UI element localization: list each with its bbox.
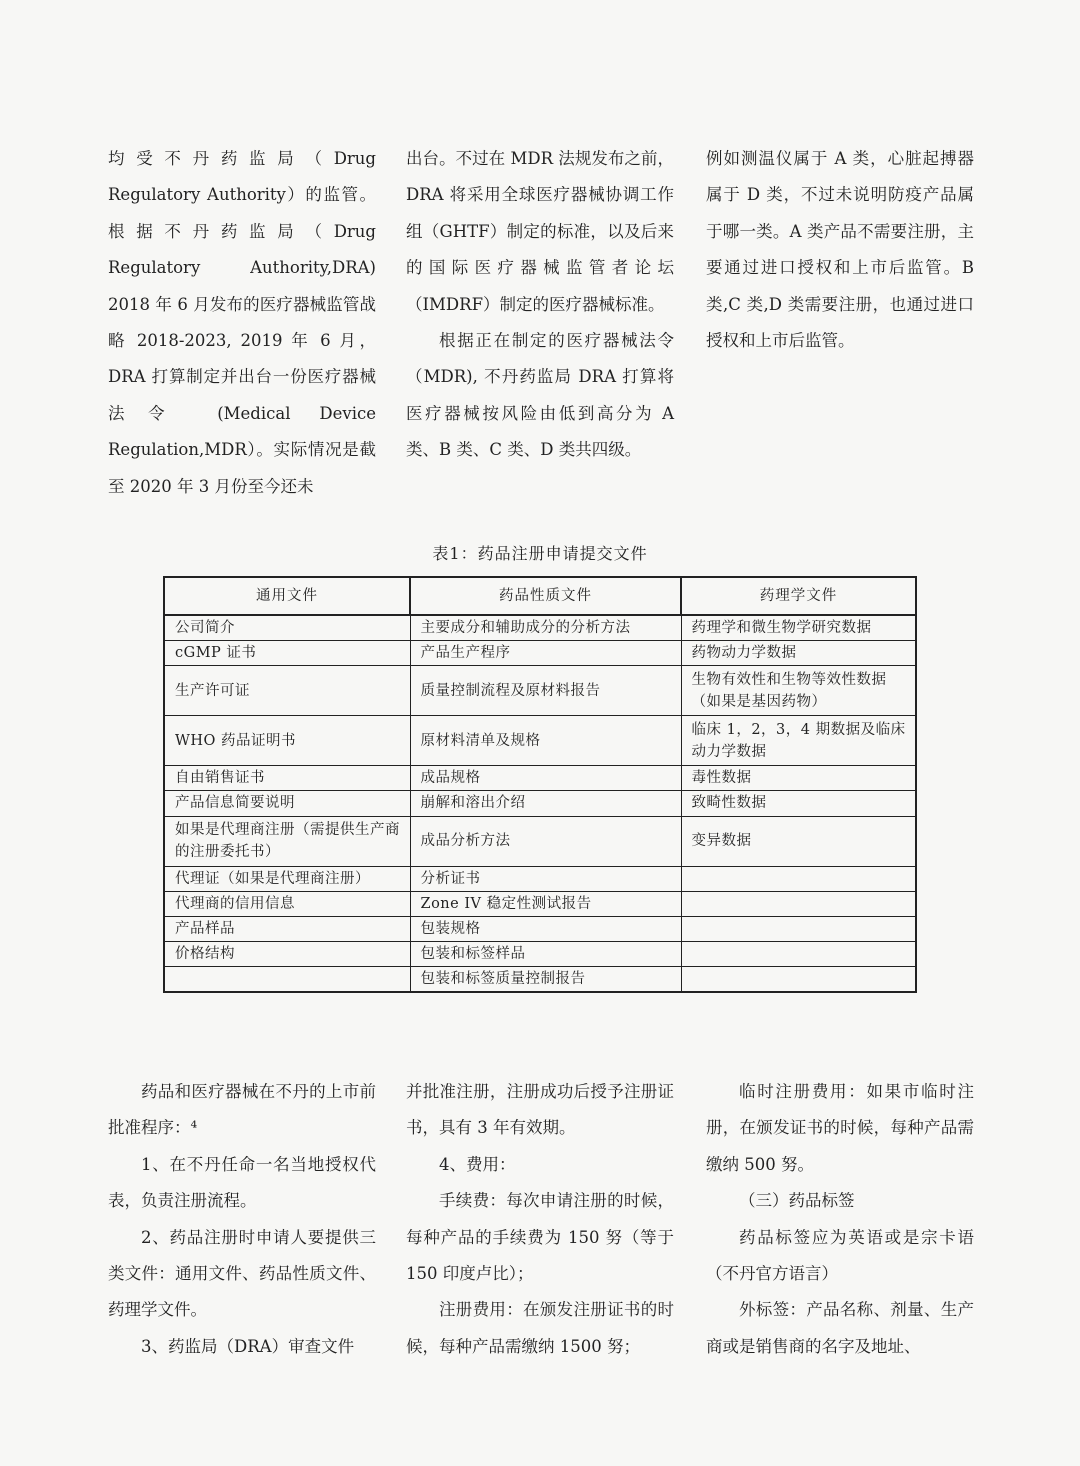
paragraph: 3、药监局（DRA）审查文件	[141, 1336, 355, 1356]
table-cell: 毒性数据	[681, 766, 916, 791]
table-cell: 包装和标签样品	[410, 942, 681, 967]
table-cell: 代理证（如果是代理商注册）	[164, 866, 410, 891]
table-row	[164, 766, 916, 791]
table-cell: WHO 药品证明书	[164, 716, 410, 766]
table-cell: 产品生产程序	[410, 641, 681, 666]
table-cell: 药物动力学数据	[681, 641, 916, 666]
table-row	[164, 891, 916, 916]
table-row	[164, 816, 916, 866]
top-column-1	[108, 141, 376, 505]
table-row	[164, 666, 916, 716]
table-cell	[681, 866, 916, 891]
table-row	[164, 967, 916, 993]
column-header: 药品性质文件	[410, 577, 681, 615]
paragraph: 2、药品注册时申请人要提供三类文件：通用文件、药品性质文件、药理学文件。	[108, 1227, 376, 1320]
paragraph: 外标签：产品名称、剂量、生产商或是销售商的名字及地址、	[706, 1300, 974, 1356]
top-column-3	[706, 141, 974, 359]
paragraph: 手续费：每次申请注册的时候，每种产品的手续费为 150 努（等于 150 印度卢比）；	[406, 1191, 674, 1284]
table-cell: 生产许可证	[164, 666, 410, 716]
table-row	[164, 866, 916, 891]
table-cell	[681, 967, 916, 993]
table-caption: 表1：药品注册申请提交文件	[432, 544, 648, 563]
table-cell: 产品样品	[164, 916, 410, 941]
paragraph: 药品和医疗器械在不丹的上市前批准程序：⁴	[108, 1082, 376, 1138]
table-header-row	[164, 577, 916, 615]
table-cell: 原材料清单及规格	[410, 716, 681, 766]
table-cell: 产品信息简要说明	[164, 791, 410, 816]
bottom-column-2	[406, 1074, 674, 1365]
paragraph: 出台。不过在 MDR 法规发布之前，DRA 将采用全球医疗器械协调工作组（GHTF）制定的标准，以及后来的国际医疗器械监管者论坛（IMDRF）制定的医疗器械标准。	[406, 149, 674, 314]
table-row	[164, 791, 916, 816]
table-cell	[681, 891, 916, 916]
paragraph: 4、费用：	[439, 1154, 516, 1174]
table-row	[164, 641, 916, 666]
paragraph: 例如测温仪属于 A 类，心脏起搏器属于 D 类，不过未说明防疫产品属于哪一类。A 类产品不需要注册，主要通过进口授权和上市后监管。B 类,C 类,D 类需要注册，也通过进口授权和上市后监管。	[706, 149, 974, 351]
table-cell	[681, 942, 916, 967]
table-cell	[164, 967, 410, 993]
table-cell: 崩解和溶出介绍	[410, 791, 681, 816]
table-cell: 分析证书	[410, 866, 681, 891]
documents-table	[163, 576, 917, 993]
table-cell: 药理学和微生物学研究数据	[681, 615, 916, 641]
top-column-2	[406, 141, 674, 469]
table-cell: 如果是代理商注册（需提供生产商的注册委托书）	[164, 816, 410, 866]
paragraph: 注册费用：在颁发注册证书的时候，每种产品需缴纳 1500 努；	[406, 1300, 674, 1356]
table-row	[164, 716, 916, 766]
column-header: 药理学文件	[681, 577, 916, 615]
paragraph: 并批准注册，注册成功后授予注册证书，具有 3 年有效期。	[406, 1082, 674, 1138]
table-row	[164, 942, 916, 967]
table-cell: 代理商的信用信息	[164, 891, 410, 916]
bottom-column-3	[706, 1074, 974, 1365]
paragraph: 临时注册费用：如果市临时注册，在颁发证书的时候，每种产品需缴纳 500 努。	[706, 1082, 974, 1174]
table-cell: 质量控制流程及原材料报告	[410, 666, 681, 716]
table-cell: 生物有效性和生物等效性数据（如果是基因药物）	[681, 666, 916, 716]
table-cell: 自由销售证书	[164, 766, 410, 791]
table-cell: 价格结构	[164, 942, 410, 967]
table-cell: 致畸性数据	[681, 791, 916, 816]
table-row	[164, 916, 916, 941]
table-row	[164, 615, 916, 641]
bottom-column-1	[108, 1074, 376, 1365]
table-cell: Zone IV 稳定性测试报告	[410, 891, 681, 916]
table-cell: 成品规格	[410, 766, 681, 791]
paragraph: 根据正在制定的医疗器械法令（MDR), 不丹药监局 DRA 打算将医疗器械按风险由低到高分为 A 类、B 类、C 类、D 类共四级。	[406, 331, 674, 460]
table-cell: 包装和标签质量控制报告	[410, 967, 681, 993]
table-cell: 临床 1，2，3，4 期数据及临床动力学数据	[681, 716, 916, 766]
table-cell	[681, 916, 916, 941]
table-cell: 成品分析方法	[410, 816, 681, 866]
table-cell: 包装规格	[410, 916, 681, 941]
table-cell: 主要成分和辅助成分的分析方法	[410, 615, 681, 641]
paragraph: 药品标签应为英语或是宗卡语（不丹官方语言）	[706, 1227, 974, 1284]
column-header: 通用文件	[164, 577, 410, 615]
table-cell: 变异数据	[681, 816, 916, 866]
section-heading: （三）药品标签	[739, 1191, 855, 1211]
table-cell: 公司简介	[164, 615, 410, 641]
paragraph: 1、在不丹任命一名当地授权代表，负责注册流程。	[108, 1154, 376, 1211]
paragraph: 均受不丹药监局（Drug Regulatory Authority）的监管。根据不丹药监局（Drug Regulatory Authority,DRA) 2018 年 6 月发布的医疗器械监管战略 2018-2023, 2019 年 6 月，DRA 打算制定并出台一份医疗器械法令 (Medical Device Regulation,MDR）。实际情况是截至 2020 年 3 月份至今还未	[108, 149, 376, 496]
table-cell: cGMP 证书	[164, 641, 410, 666]
